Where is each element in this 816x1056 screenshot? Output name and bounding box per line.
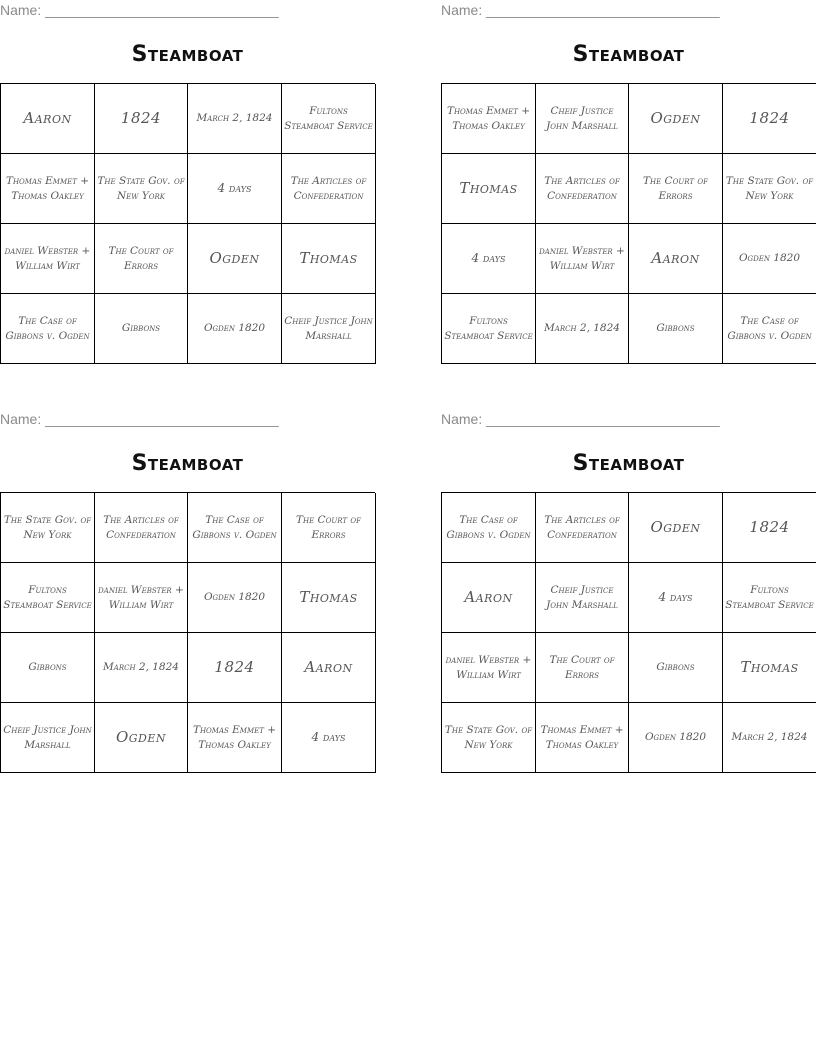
grid-cell: Fultons Steamboat Service (282, 84, 376, 154)
grid-cell: Ogden 1820 (188, 563, 282, 633)
grid-cell: Ogden (629, 84, 723, 154)
grid-cell: Gibbons (629, 294, 723, 364)
grid-cell: The State Gov. of New York (442, 703, 536, 773)
bingo-grid (0, 492, 375, 773)
grid-cell: The Court of Errors (95, 224, 188, 294)
grid-cell: March 2, 1824 (536, 294, 629, 364)
grid-cell: Aaron (442, 563, 536, 633)
grid-cell: 1824 (188, 633, 282, 703)
grid-cell: Cheif Justice John Marshall (282, 294, 376, 364)
grid-cell: Cheif Justice John Marshall (1, 703, 95, 773)
grid-cell: The Court of Errors (536, 633, 629, 703)
grid-cell: The Court of Errors (282, 493, 376, 563)
bingo-grid (0, 83, 375, 364)
grid-cell: Aaron (629, 224, 723, 294)
grid-cell: Ogden 1820 (629, 703, 723, 773)
grid-cell: The Articles of Confederation (95, 493, 188, 563)
grid-cell: 4 days (629, 563, 723, 633)
grid-cell: Thomas Emmet + Thomas Oakley (188, 703, 282, 773)
card-title: Steamboat (131, 451, 244, 476)
grid-cell: The Case of Gibbons v. Ogden (723, 294, 816, 364)
grid-cell: The Articles of Confederation (282, 154, 376, 224)
grid-cell: The Case of Gibbons v. Ogden (442, 493, 536, 563)
grid-cell: 4 days (442, 224, 536, 294)
card-title: Steamboat (131, 42, 244, 67)
grid-cell: 4 days (282, 703, 376, 773)
grid-cell: daniel Webster + William Wirt (536, 224, 629, 294)
grid-cell: The State Gov. of New York (1, 493, 95, 563)
grid-cell: Thomas Emmet + Thomas Oakley (1, 154, 95, 224)
grid-cell: The Articles of Confederation (536, 493, 629, 563)
grid-cell: Gibbons (95, 294, 188, 364)
grid-cell: The Case of Gibbons v. Ogden (188, 493, 282, 563)
grid-cell: The Court of Errors (629, 154, 723, 224)
grid-cell: The State Gov. of New York (95, 154, 188, 224)
grid-cell: 1824 (95, 84, 188, 154)
grid-cell: Thomas (282, 563, 376, 633)
grid-cell: Ogden 1820 (723, 224, 816, 294)
grid-cell: Thomas (723, 633, 816, 703)
grid-cell: 1824 (723, 493, 816, 563)
card-title: Steamboat (572, 42, 685, 67)
grid-cell: 4 days (188, 154, 282, 224)
bingo-grid (441, 83, 816, 364)
name-field-label: Name: ______________________________ (0, 411, 279, 427)
grid-cell: Gibbons (629, 633, 723, 703)
bingo-grid (441, 492, 816, 773)
grid-cell: The Articles of Confederation (536, 154, 629, 224)
name-field-label: Name: ______________________________ (0, 2, 279, 18)
name-field-label: Name: ______________________________ (441, 411, 720, 427)
grid-cell: March 2, 1824 (95, 633, 188, 703)
grid-cell: 1824 (723, 84, 816, 154)
grid-cell: daniel Webster + William Wirt (442, 633, 536, 703)
grid-cell: Fultons Steamboat Service (723, 563, 816, 633)
grid-cell: Thomas (442, 154, 536, 224)
grid-cell: Fultons Steamboat Service (1, 563, 95, 633)
grid-cell: Ogden (188, 224, 282, 294)
grid-cell: The Case of Gibbons v. Ogden (1, 294, 95, 364)
grid-cell: March 2, 1824 (188, 84, 282, 154)
grid-cell: Cheif Justice John Marshall (536, 563, 629, 633)
name-field-label: Name: ______________________________ (441, 2, 720, 18)
grid-cell: Thomas (282, 224, 376, 294)
grid-cell: Aaron (282, 633, 376, 703)
grid-cell: daniel Webster + William Wirt (95, 563, 188, 633)
grid-cell: Gibbons (1, 633, 95, 703)
card-title: Steamboat (572, 451, 685, 476)
grid-cell: Ogden (95, 703, 188, 773)
grid-cell: Ogden 1820 (188, 294, 282, 364)
grid-cell: Fultons Steamboat Service (442, 294, 536, 364)
grid-cell: The State Gov. of New York (723, 154, 816, 224)
grid-cell: March 2, 1824 (723, 703, 816, 773)
grid-cell: Thomas Emmet + Thomas Oakley (536, 703, 629, 773)
grid-cell: daniel Webster + William Wirt (1, 224, 95, 294)
grid-cell: Thomas Emmet + Thomas Oakley (442, 84, 536, 154)
grid-cell: Cheif Justice John Marshall (536, 84, 629, 154)
grid-cell: Aaron (1, 84, 95, 154)
grid-cell: Ogden (629, 493, 723, 563)
